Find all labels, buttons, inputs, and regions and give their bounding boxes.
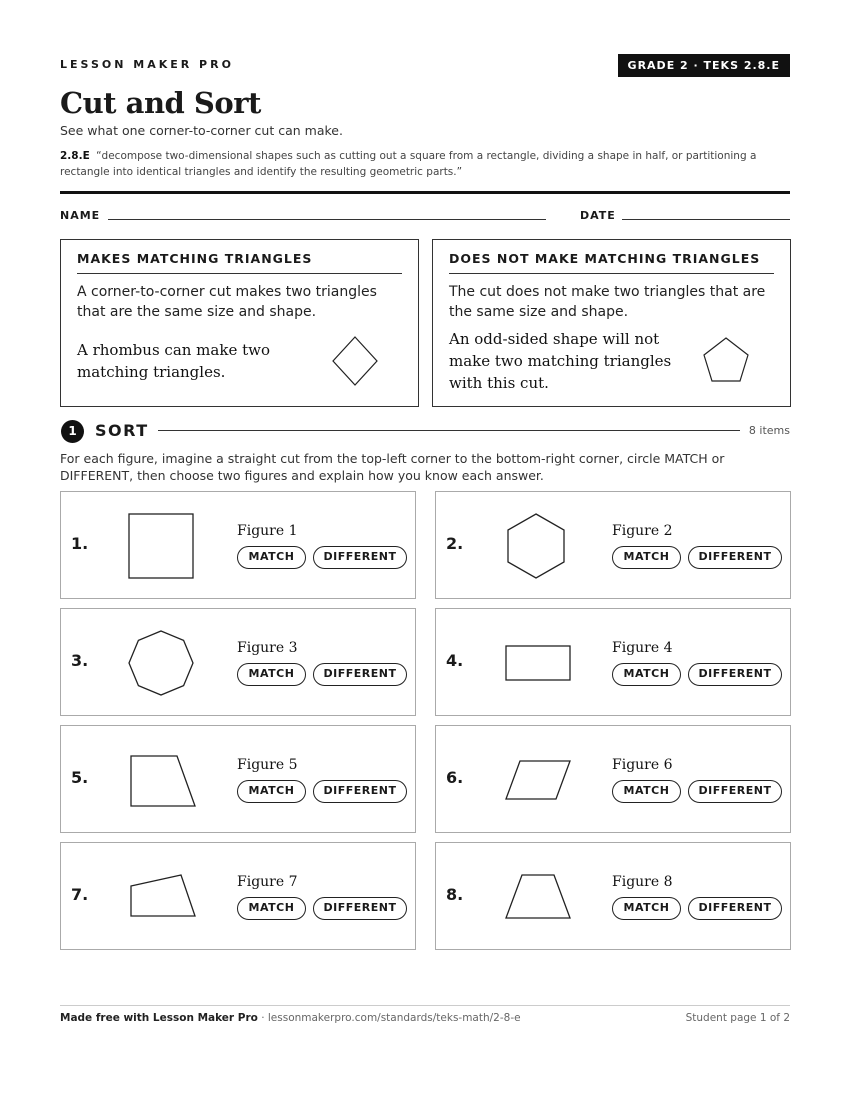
item-number: 7. — [71, 885, 89, 904]
instructions: For each figure, imagine a straight cut from the top-left corner to the bottom-right corner, circle MATCH or DIFFERENT, then choose two figures and explain how you know each answer. — [60, 451, 725, 483]
rule-example: An odd-sided shape will not make two matching triangles with this cut. — [449, 330, 672, 392]
item-number: 2. — [446, 534, 464, 553]
standard-text: “decompose two-dimensional shapes such as cutting out a square from a rectangle, dividing a shape in half, or partitioning a rectangle into identical triangles and identify the resulting geometric parts.” — [60, 150, 757, 178]
different-choice[interactable]: DIFFERENT — [688, 546, 782, 569]
match-choice[interactable]: MATCH — [237, 780, 306, 803]
date-label: DATE — [580, 209, 616, 222]
right-trapezoid-figure — [125, 744, 197, 816]
figure-card — [435, 725, 791, 833]
figure-card — [60, 491, 416, 599]
figure-label: Figure 6 — [612, 757, 673, 773]
page-subtitle: See what one corner-to-corner cut can make. — [60, 123, 343, 138]
standard-code: 2.8.E — [60, 150, 90, 162]
different-choice[interactable]: DIFFERENT — [313, 546, 407, 569]
brand-name: LESSON MAKER PRO — [60, 58, 234, 71]
item-number: 4. — [446, 651, 464, 670]
figure-card — [435, 608, 791, 716]
date-field[interactable] — [622, 219, 790, 220]
header-divider — [60, 191, 790, 194]
figure-card — [60, 725, 416, 833]
different-choice[interactable]: DIFFERENT — [688, 897, 782, 920]
name-field[interactable] — [108, 219, 546, 220]
different-choice[interactable]: DIFFERENT — [313, 663, 407, 686]
figure-card — [435, 491, 791, 599]
rhombus-icon — [331, 335, 379, 387]
figure-label: Figure 2 — [612, 523, 673, 539]
rule-description: The cut does not make two triangles that are the same size and shape. — [449, 284, 766, 320]
rule-heading: MAKES MATCHING TRIANGLES — [77, 251, 402, 274]
different-choice[interactable]: DIFFERENT — [688, 663, 782, 686]
rule-example: A rhombus can make two matching triangles. — [77, 341, 270, 381]
item-number: 5. — [71, 768, 89, 787]
section-divider — [158, 430, 740, 431]
item-number: 8. — [446, 885, 464, 904]
footer-made-with: Made free with Lesson Maker Pro — [60, 1012, 258, 1024]
match-choice[interactable]: MATCH — [237, 546, 306, 569]
different-choice[interactable]: DIFFERENT — [313, 897, 407, 920]
grade-badge: GRADE 2 · TEKS 2.8.E — [618, 54, 790, 77]
rule-description: A corner-to-corner cut makes two triangles that are the same size and shape. — [77, 284, 377, 320]
footer-credit — [60, 1012, 521, 1024]
pentagon-icon — [701, 335, 751, 385]
parallelogram-figure — [500, 744, 572, 816]
figure-label: Figure 4 — [612, 640, 673, 656]
isosceles-trapezoid-figure — [500, 861, 572, 933]
footer-divider — [60, 1005, 790, 1006]
figure-card — [60, 608, 416, 716]
match-choice[interactable]: MATCH — [237, 663, 306, 686]
match-choice[interactable]: MATCH — [612, 663, 681, 686]
section-title: SORT — [95, 421, 149, 440]
section-number: 1 — [61, 420, 84, 443]
octagon-figure — [125, 627, 197, 699]
item-number: 6. — [446, 768, 464, 787]
match-choice[interactable]: MATCH — [237, 897, 306, 920]
item-count: 8 items — [748, 424, 790, 437]
different-choice[interactable]: DIFFERENT — [313, 780, 407, 803]
irregular-quadrilateral-figure — [125, 861, 197, 933]
figure-label: Figure 8 — [612, 874, 673, 890]
figure-card — [435, 842, 791, 950]
rectangle-figure — [500, 627, 572, 699]
match-choice[interactable]: MATCH — [612, 780, 681, 803]
item-number: 3. — [71, 651, 89, 670]
match-choice[interactable]: MATCH — [612, 897, 681, 920]
figure-label: Figure 5 — [237, 757, 298, 773]
rule-box-not-matching — [432, 239, 791, 407]
square-figure — [125, 510, 197, 582]
rule-heading: DOES NOT MAKE MATCHING TRIANGLES — [449, 251, 774, 274]
figure-label: Figure 1 — [237, 523, 298, 539]
item-number: 1. — [71, 534, 89, 553]
figure-label: Figure 3 — [237, 640, 298, 656]
footer-url: · lessonmakerpro.com/standards/teks-math/2-8-e — [257, 1012, 521, 1024]
page-indicator: Student page 1 of 2 — [685, 1012, 790, 1024]
different-choice[interactable]: DIFFERENT — [688, 780, 782, 803]
match-choice[interactable]: MATCH — [612, 546, 681, 569]
figure-card — [60, 842, 416, 950]
figure-label: Figure 7 — [237, 874, 298, 890]
page-title: Cut and Sort — [60, 86, 261, 120]
name-label: NAME — [60, 209, 101, 222]
standard-statement — [60, 148, 790, 180]
hexagon-figure — [500, 510, 572, 582]
rule-box-matching — [60, 239, 419, 407]
